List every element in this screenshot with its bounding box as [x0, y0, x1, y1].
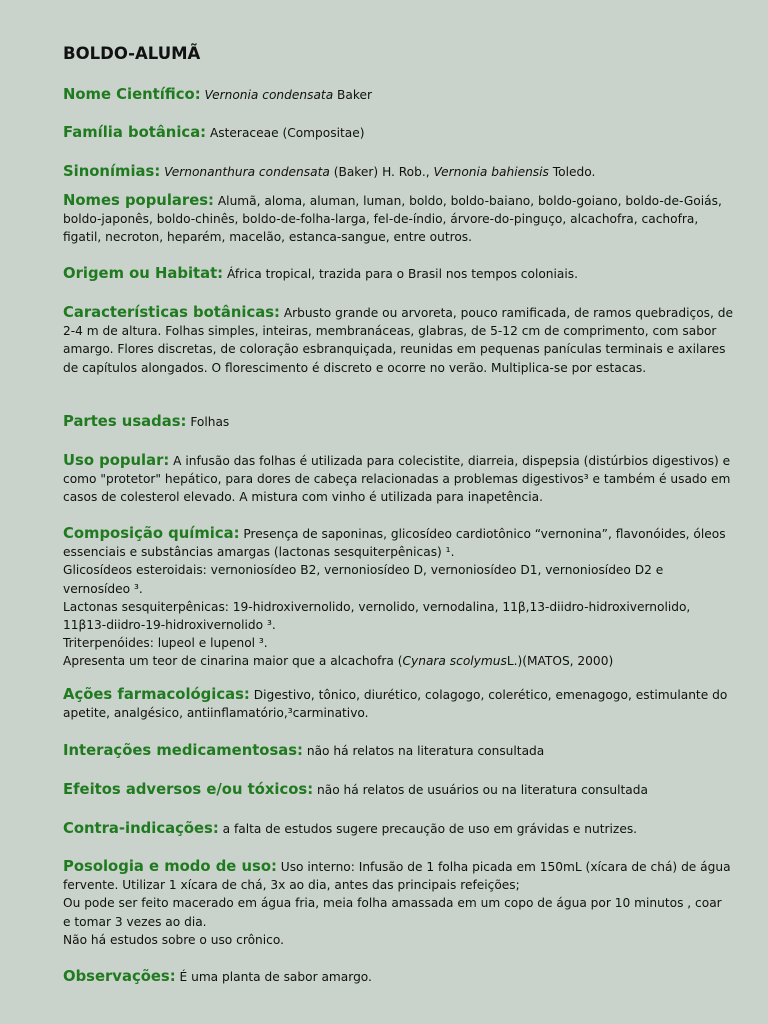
section-label: Características botânicas: — [63, 304, 280, 321]
section-label: Uso popular: — [63, 452, 170, 469]
section-text: a falta de estudos sugere precaução de uso em grávidas e nutrizes. — [222, 822, 638, 836]
composition-triterpenoids: Triterpenóides: lupeol e lupenol ³. — [63, 636, 268, 651]
section-label: Família botânica: — [63, 124, 207, 141]
synonym-text: Toledo. — [548, 165, 596, 179]
section-dosage — [63, 858, 733, 949]
section-chemical-composition — [63, 525, 733, 671]
section-label: Composição química: — [63, 525, 240, 542]
synonym-text: (Baker) H. Rob., — [329, 165, 434, 179]
section-scientific-name — [63, 86, 733, 104]
section-popular-names — [63, 192, 733, 247]
section-text: não há relatos de usuários ou na literatura consultada — [317, 783, 648, 797]
section-label: Posologia e modo de uso: — [63, 858, 277, 875]
section-text: Presença de saponinas, glicosídeo cardiotônico “vernonina”, flavonóides, óleos essenciais e substâncias amargas (lactonas sesquiterpênicas) ¹. — [63, 527, 726, 560]
section-text: É uma planta de sabor amargo. — [179, 970, 372, 984]
section-pharmacological-actions — [63, 686, 733, 722]
section-label: Nome Científico: — [63, 86, 201, 103]
synonym-species: Vernonanthura condensata — [164, 165, 330, 179]
section-label: Partes usadas: — [63, 413, 187, 430]
dosage-chronic-use: Não há estudos sobre o uso crônico. — [63, 932, 284, 947]
section-text: Alumã, aloma, aluman, luman, boldo, boldo-baiano, boldo-goiano, boldo-de-Goiás, boldo-japonês, boldo-chinês, boldo-de-folha-larga, fel-de-índio, árvore-do-pinguço, alcachofra, cachofra, figatil, necroton, heparém, macelão, estanca-sangue, entre outros. — [63, 194, 722, 245]
section-label: Sinonímias: — [63, 163, 161, 180]
composition-glycosides: Glicosídeos esteroidais: vernoniosídeo B2, vernoniosídeo D, vernoniosídeo D1, vernoniosídeo D2 e vernosídeo ³. — [63, 563, 664, 596]
species-author: Baker — [333, 88, 373, 102]
section-adverse-effects — [63, 781, 733, 799]
composition-lactones: Lactonas sesquiterpênicas: 19-hidroxivernolido, vernolido, vernodalina, 11β,13-diidro-hidroxivernolido, 11β13-diidro-19-hidroxivernolido ³. — [63, 599, 691, 633]
section-text: Digestivo, tônico, diurético, colagogo, colerético, emenagogo, estimulante do apetite, analgésico, antiinflamatório,³carminativo. — [63, 688, 728, 721]
section-family — [63, 124, 733, 142]
composition-intro — [63, 525, 733, 561]
section-label: Observações: — [63, 968, 176, 985]
section-contraindications — [63, 820, 733, 838]
section-text: Uso interno: Infusão de 1 folha picada em 150mL (xícara de chá) de água fervente. Utilizar 1 xícara de chá, 3x ao dia, antes das principais refeições; — [63, 860, 731, 893]
section-parts-used — [63, 413, 733, 431]
species-name: Vernonia condensata — [204, 88, 334, 102]
section-text: Arbusto grande ou arvoreta, pouco ramificada, de ramos quebradiços, de 2-4 m de altura. Folhas simples, inteiras, membranáceas, glabras, de 5-12 cm de comprimento, com sabor amargo. Flores discretas, de coloração esbranquiçada, reunidas em pequenas panículas terminais e axilares de capítulos alongados. O florescimento é discreto e ocorre no verão. Multiplica-se por estacas. — [63, 306, 733, 375]
composition-cinarin — [63, 652, 733, 670]
section-popular-use — [63, 452, 733, 507]
dosage-intro — [63, 858, 733, 894]
section-text: África tropical, trazida para o Brasil nos tempos coloniais. — [226, 267, 578, 281]
cinarin-text: Apresenta um teor de cinarina maior que a alcachofra ( — [63, 654, 403, 669]
section-label: Origem ou Habitat: — [63, 265, 224, 282]
page-title: BOLDO-ALUMÃ — [63, 44, 201, 63]
section-origin — [63, 265, 733, 283]
section-text: Asteraceae (Compositae) — [209, 126, 365, 140]
section-label: Ações farmacológicas: — [63, 686, 250, 703]
section-botanical-characteristics — [63, 304, 733, 377]
cinarin-species: Cynara scolymus — [402, 654, 507, 669]
section-drug-interactions — [63, 742, 733, 760]
section-text: Folhas — [190, 415, 230, 429]
section-synonyms — [63, 163, 733, 181]
cinarin-reference: L.)(MATOS, 2000) — [506, 654, 614, 669]
synonym-species: Vernonia bahiensis — [433, 165, 549, 179]
section-label: Interações medicamentosas: — [63, 742, 303, 759]
section-label: Nomes populares: — [63, 192, 214, 209]
section-label: Efeitos adversos e/ou tóxicos: — [63, 781, 314, 798]
section-label: Contra-indicações: — [63, 820, 219, 837]
section-text: A infusão das folhas é utilizada para colecistite, diarreia, dispepsia (distúrbios digestivos) e como "protetor" hepático, para dores de cabeça relacionadas a problemas digestivos³ e também é usado em casos de colesterol elevado. A mistura com vinho é utilizada para inapetência. — [63, 454, 731, 505]
dosage-alternative: Ou pode ser feito macerado em água fria, meia folha amassada em um copo de água por 10 minutos , coar e tomar 3 vezes ao dia. — [63, 896, 722, 929]
section-observations — [63, 968, 733, 986]
section-text: não há relatos na literatura consultada — [306, 744, 545, 758]
